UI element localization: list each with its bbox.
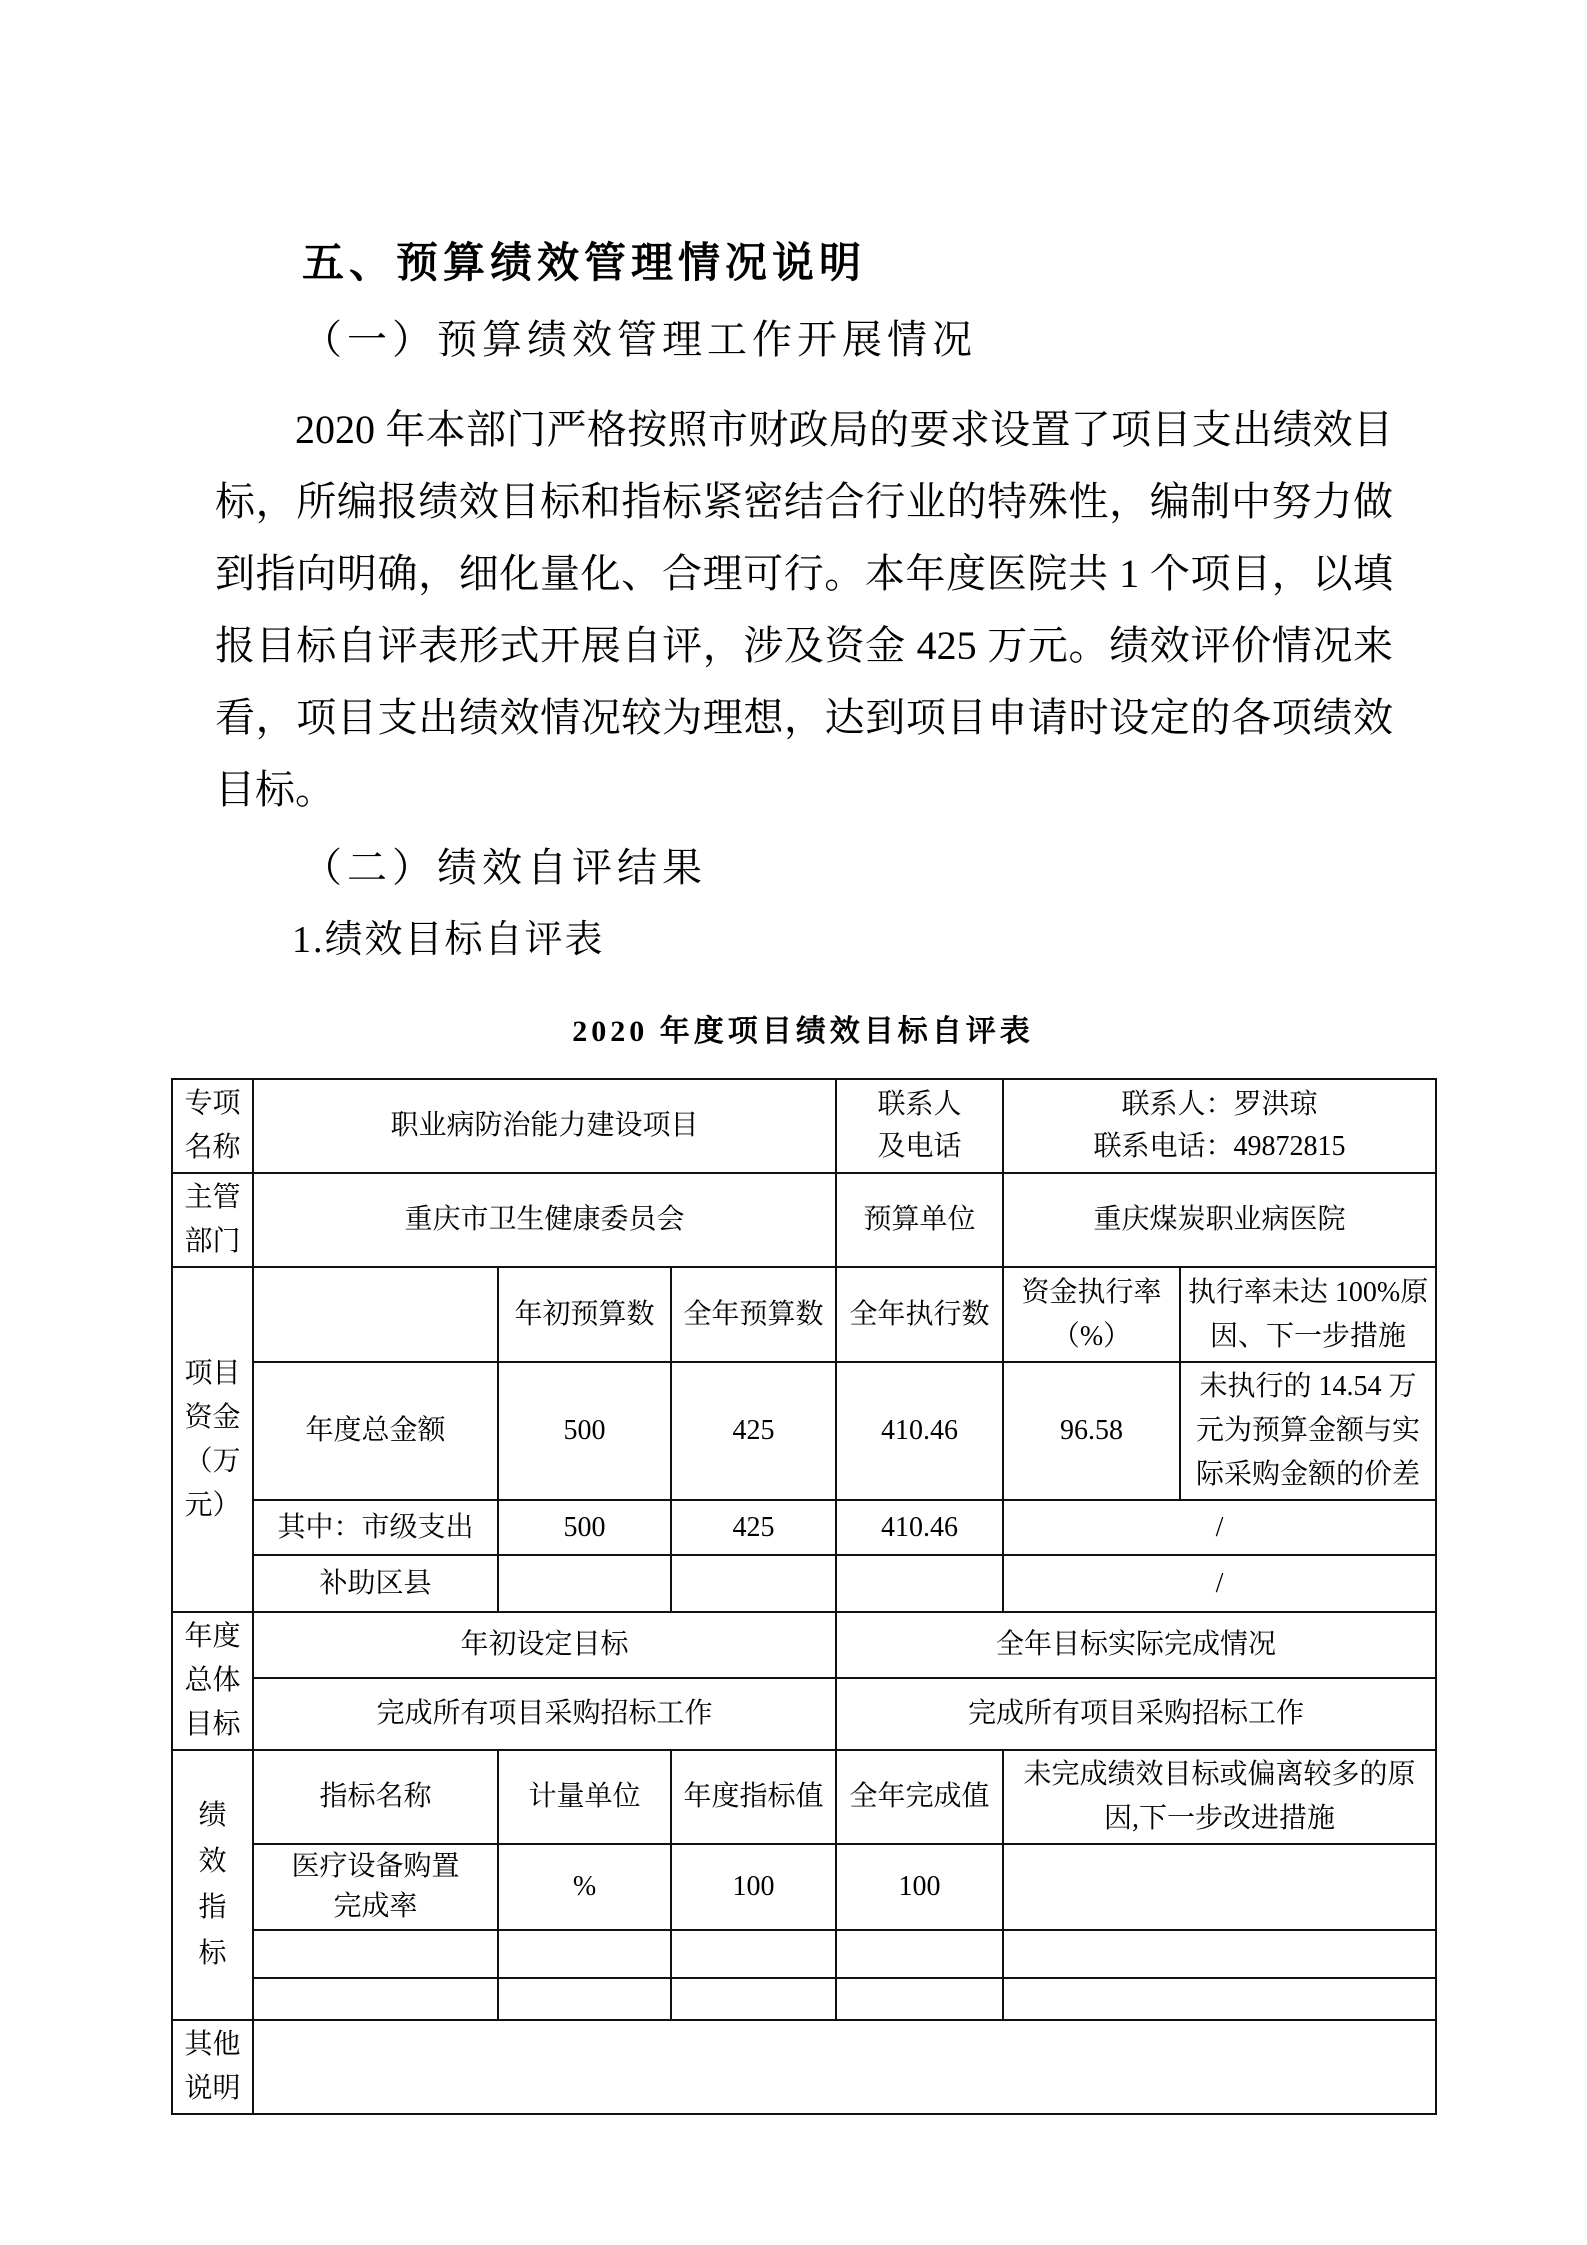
cell-funds-label: 项目资金（万元） [172,1267,253,1612]
cell-annual-goal-label: 年度总体目标 [172,1612,253,1750]
cell-funds-header-reason: 执行率未达 100%原因、下一步措施 [1180,1267,1436,1362]
table-row [172,1678,1436,1750]
cell-contact-label [836,1079,1003,1173]
cell-project-label: 专项名称 [172,1079,253,1173]
table-row [172,2020,1436,2114]
cell-budget-unit-value: 重庆煤炭职业病医院 [1003,1173,1436,1267]
cell-indicator-target: 100 [671,1844,836,1930]
table-row [172,1612,1436,1678]
cell-goal-set-header: 年初设定目标 [253,1612,836,1678]
cell-goal-done-header: 全年目标实际完成情况 [836,1612,1436,1678]
indicator-name-text: 医疗设备购置完成率 [291,1851,460,1922]
cell-city-begin: 500 [498,1500,671,1555]
cell-city-slash: / [1003,1500,1436,1555]
cell-empty [498,1978,671,2020]
cell-budget-unit-label: 预算单位 [836,1173,1003,1267]
cell-city-exec: 410.46 [836,1500,1003,1555]
cell-empty [671,1930,836,1978]
cell-empty [253,1978,498,2020]
cell-indicator-done: 100 [836,1844,1003,1930]
cell-perf-header-target: 年度指标值 [671,1750,836,1844]
cell-project-name: 职业病防治能力建设项目 [253,1079,836,1173]
cell-other-label: 其他说明 [172,2020,253,2114]
cell-other-value [253,2020,1436,2114]
cell-goal-done-value: 完成所有项目采购招标工作 [836,1678,1436,1750]
cell-total-begin: 500 [498,1362,671,1500]
contact-phone: 联系电话：49872815 [1093,1131,1346,1162]
cell-perf-header-reason: 未完成绩效目标或偏离较多的原因,下一步改进措施 [1003,1750,1436,1844]
table-row [172,1267,1436,1362]
cell-subsidy-full [671,1555,836,1612]
section-heading: 五、预算绩效管理情况说明 [302,239,867,286]
self-evaluation-table [171,1078,1437,2115]
list-heading: 1.绩效目标自评表 [292,919,605,961]
cell-empty [836,1978,1003,2020]
cell-dept-label: 主管部门 [172,1173,253,1267]
cell-city-name: 其中：市级支出 [253,1500,498,1555]
cell-city-full: 425 [671,1500,836,1555]
cell-perf-header-done: 全年完成值 [836,1750,1003,1844]
table-title: 2020 年度项目绩效目标自评表 [572,1015,1034,1048]
perf-label-text: 绩效指标 [198,1800,227,1969]
subsection-heading-2: （二）绩效自评结果 [302,845,707,890]
cell-total-reason: 未执行的 14.54 万元为预算金额与实际采购金额的价差 [1180,1362,1436,1500]
cell-funds-header-full: 全年预算数 [671,1267,836,1362]
cell-funds-blank [253,1267,498,1362]
contact-person: 联系人：罗洪琼 [1121,1089,1318,1120]
table-row [172,1500,1436,1555]
cell-total-rate: 96.58 [1003,1362,1180,1500]
table-row [172,1978,1436,2020]
cell-empty [253,1930,498,1978]
cell-empty [1003,1930,1436,1978]
cell-total-name: 年度总金额 [253,1362,498,1500]
body-paragraph: 2020 年本部门严格按照市财政局的要求设置了项目支出绩效目标，所编报绩效目标和指标紧密结合行业的特殊性，编制中努力做到指向明确，细化量化、合理可行。本年度医院共 1 个项目，以填报目标自评表形式开展自评，涉及资金 425 万元。绩效评价情况来看，项目支出绩效情况较为理想，达到项目申请时设定的各项绩效目标。 [215,407,1393,812]
contact-label-line2: 及电话 [877,1131,962,1162]
contact-label-line1: 联系人 [877,1089,962,1120]
table-row [172,1930,1436,1978]
cell-subsidy-begin [498,1555,671,1612]
subsection-heading-1: （一）预算绩效管理工作开展情况 [302,317,977,362]
cell-total-full: 425 [671,1362,836,1500]
cell-indicator-unit: % [498,1844,671,1930]
cell-indicator-reason [1003,1844,1436,1930]
table-row [172,1362,1436,1500]
cell-empty [671,1978,836,2020]
table-row [172,1173,1436,1267]
cell-subsidy-name: 补助区县 [253,1555,498,1612]
table-row [172,1555,1436,1612]
cell-empty [498,1930,671,1978]
table-row [172,1750,1436,1844]
cell-dept-name: 重庆市卫生健康委员会 [253,1173,836,1267]
cell-goal-set-value: 完成所有项目采购招标工作 [253,1678,836,1750]
cell-perf-header-name: 指标名称 [253,1750,498,1844]
cell-empty [836,1930,1003,1978]
cell-empty [1003,1978,1436,2020]
table-row [172,1079,1436,1173]
cell-contact-value [1003,1079,1436,1173]
cell-total-exec: 410.46 [836,1362,1003,1500]
cell-subsidy-exec [836,1555,1003,1612]
cell-perf-header-unit: 计量单位 [498,1750,671,1844]
table-row [172,1844,1436,1930]
cell-funds-header-begin: 年初预算数 [498,1267,671,1362]
cell-funds-header-rate: 资金执行率（%） [1003,1267,1180,1362]
cell-funds-header-exec: 全年执行数 [836,1267,1003,1362]
cell-indicator-name [253,1844,498,1930]
cell-perf-label [172,1750,253,2020]
cell-subsidy-slash: / [1003,1555,1436,1612]
